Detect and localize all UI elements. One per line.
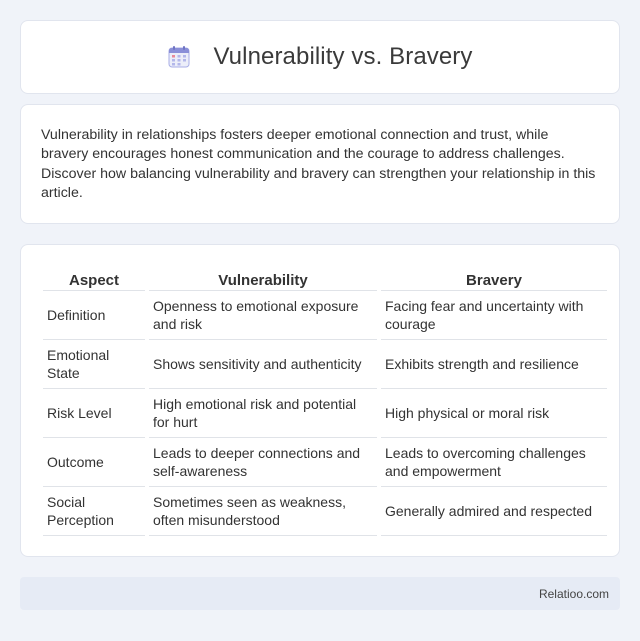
aspect-cell: Outcome bbox=[43, 438, 145, 487]
calendar-icon bbox=[167, 45, 191, 69]
header-aspect: Aspect bbox=[43, 264, 145, 291]
bravery-cell: Facing fear and uncertainty with courage bbox=[381, 291, 607, 340]
aspect-cell: Social Perception bbox=[43, 487, 145, 536]
header-vulnerability: Vulnerability bbox=[149, 264, 377, 291]
table-header-row bbox=[43, 264, 607, 291]
comparison-table-card bbox=[20, 244, 620, 557]
bravery-cell: Exhibits strength and resilience bbox=[381, 340, 607, 389]
title-wrap bbox=[167, 43, 472, 71]
bravery-cell: High physical or moral risk bbox=[381, 389, 607, 438]
vulnerability-cell: High emotional risk and potential for hurt bbox=[149, 389, 377, 438]
header-card bbox=[20, 20, 620, 94]
bravery-cell: Leads to overcoming challenges and empowerment bbox=[381, 438, 607, 487]
intro-card bbox=[20, 104, 620, 224]
table-row bbox=[43, 487, 607, 536]
comparison-table bbox=[39, 264, 611, 536]
vulnerability-cell: Openness to emotional exposure and risk bbox=[149, 291, 377, 340]
footer-bar bbox=[20, 577, 620, 610]
intro-text: Vulnerability in relationships fosters deeper emotional connection and trust, while bravery encourages honest communication and the courage to address challenges. Discover how balancing vulnerability and bravery can strengthen your relationship in this article. bbox=[41, 127, 596, 202]
page-title: Vulnerability vs. Bravery bbox=[213, 43, 473, 70]
footer-site-link[interactable]: Relatioo.com bbox=[538, 586, 609, 601]
table-row bbox=[43, 438, 607, 487]
vulnerability-cell: Sometimes seen as weakness, often misunderstood bbox=[149, 487, 377, 536]
aspect-cell: Risk Level bbox=[43, 389, 145, 438]
table-row bbox=[43, 291, 607, 340]
aspect-cell: Definition bbox=[43, 291, 145, 340]
vulnerability-cell: Leads to deeper connections and self-awareness bbox=[149, 438, 377, 487]
header-bravery: Bravery bbox=[381, 264, 607, 291]
aspect-cell: Emotional State bbox=[43, 340, 145, 389]
bravery-cell: Generally admired and respected bbox=[381, 487, 607, 536]
table-row bbox=[43, 389, 607, 438]
table-row bbox=[43, 340, 607, 389]
vulnerability-cell: Shows sensitivity and authenticity bbox=[149, 340, 377, 389]
